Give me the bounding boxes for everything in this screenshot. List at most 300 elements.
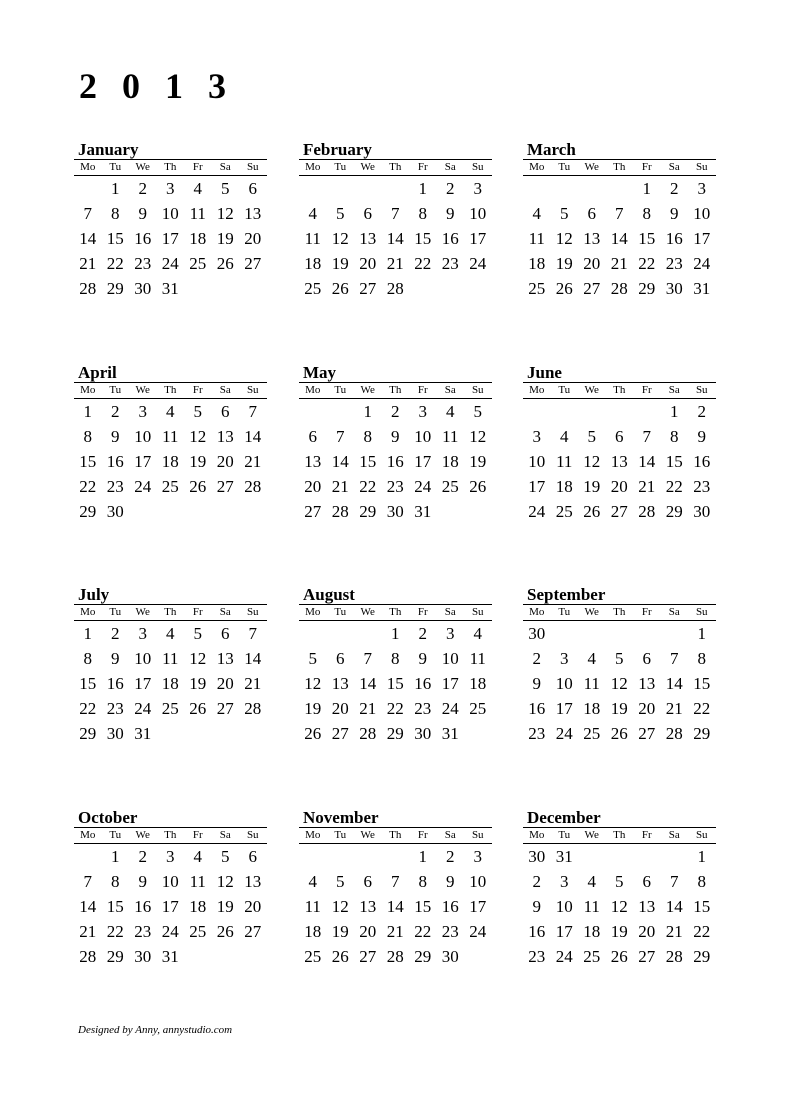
- month-name: July: [78, 585, 110, 604]
- day-cell: 4: [308, 872, 317, 891]
- day-cell: 9: [446, 204, 455, 223]
- day-cell: 4: [166, 402, 175, 421]
- weekday-label: Mo: [305, 606, 321, 618]
- day-cell: 9: [532, 897, 541, 916]
- day-cell: 9: [391, 427, 400, 446]
- week-row: [74, 424, 267, 449]
- day-cell: 6: [221, 402, 230, 421]
- weekday-label: We: [360, 161, 375, 173]
- day-cell: 1: [418, 179, 427, 198]
- day-cell: 25: [583, 724, 601, 743]
- day-cell: 20: [216, 452, 234, 471]
- weekday-label: Sa: [668, 384, 680, 396]
- day-cell: 8: [111, 872, 120, 891]
- day-cell: 18: [528, 254, 546, 273]
- day-cell: 22: [106, 922, 124, 941]
- week-row: [299, 894, 492, 919]
- day-cell: 3: [138, 624, 147, 643]
- day-cell: 10: [555, 674, 573, 693]
- week-row: [299, 919, 492, 944]
- day-cell: 27: [331, 724, 349, 743]
- day-cell: 28: [665, 724, 683, 743]
- day-cell: [184, 944, 212, 969]
- day-cell: 19: [331, 922, 349, 941]
- day-cell: 30: [441, 947, 459, 966]
- day-cell: 26: [304, 724, 322, 743]
- week-row: [74, 869, 267, 894]
- day-cell: [327, 844, 355, 869]
- day-cell: 21: [386, 254, 404, 273]
- weekday-label: We: [135, 829, 150, 841]
- day-cell: 20: [359, 922, 377, 941]
- week-row: [299, 869, 492, 894]
- day-cell: 13: [304, 452, 322, 471]
- day-cell: 23: [441, 922, 459, 941]
- day-cell: 29: [693, 724, 711, 743]
- day-cell: 8: [642, 204, 651, 223]
- day-cell: 17: [469, 897, 487, 916]
- day-cell: 2: [446, 847, 455, 866]
- month-name: April: [78, 363, 117, 382]
- day-cell: [299, 844, 327, 869]
- day-cell: 11: [162, 427, 179, 446]
- day-cell: [523, 176, 551, 201]
- day-cell: 22: [79, 699, 97, 718]
- day-cell: 6: [615, 427, 624, 446]
- month-march: [523, 140, 716, 301]
- day-cell: 17: [555, 699, 573, 718]
- day-cell: 26: [331, 947, 349, 966]
- day-cell: 24: [134, 699, 152, 718]
- month-name: January: [78, 140, 139, 159]
- month-august: [299, 585, 492, 746]
- day-cell: 9: [111, 427, 120, 446]
- day-cell: 16: [693, 452, 711, 471]
- day-cell: [437, 499, 465, 524]
- day-cell: 1: [363, 402, 372, 421]
- day-cell: 12: [555, 229, 573, 248]
- weekday-label: Mo: [305, 161, 321, 173]
- day-cell: 24: [441, 699, 459, 718]
- week-row: [299, 251, 492, 276]
- day-cell: 5: [473, 402, 482, 421]
- weekday-label: Su: [246, 384, 259, 396]
- week-row: [299, 499, 492, 524]
- day-cell: 14: [638, 452, 656, 471]
- day-cell: 16: [441, 229, 459, 248]
- day-cell: 1: [83, 402, 92, 421]
- weekday-label: Tu: [109, 829, 122, 841]
- day-cell: 23: [693, 477, 711, 496]
- weekday-label: Fr: [417, 606, 428, 618]
- day-cell: [299, 621, 327, 646]
- week-row: [523, 424, 716, 449]
- day-cell: 16: [441, 897, 459, 916]
- day-cell: 11: [583, 674, 600, 693]
- weekday-label: Sa: [668, 606, 680, 618]
- month-name: September: [527, 585, 606, 604]
- day-cell: 16: [134, 897, 152, 916]
- week-row: [299, 721, 492, 746]
- day-cell: 29: [386, 724, 404, 743]
- weekday-label: Fr: [641, 384, 652, 396]
- day-cell: 2: [670, 179, 679, 198]
- week-row: [74, 894, 267, 919]
- day-cell: 5: [560, 204, 569, 223]
- day-cell: 14: [79, 897, 97, 916]
- day-cell: 30: [134, 947, 152, 966]
- day-cell: 16: [386, 452, 404, 471]
- week-row: [74, 474, 267, 499]
- day-cell: 27: [583, 279, 601, 298]
- day-cell: 18: [189, 897, 207, 916]
- day-cell: 19: [583, 477, 601, 496]
- day-cell: 5: [615, 872, 624, 891]
- day-cell: 1: [418, 847, 427, 866]
- day-cell: 22: [359, 477, 377, 496]
- day-cell: [578, 176, 606, 201]
- day-cell: 9: [697, 427, 706, 446]
- day-cell: 7: [83, 204, 92, 223]
- weekday-label: Mo: [529, 829, 545, 841]
- weekday-label: We: [360, 606, 375, 618]
- day-cell: 12: [610, 897, 628, 916]
- day-cell: 24: [528, 502, 546, 521]
- day-cell: [523, 399, 551, 424]
- day-cell: 28: [610, 279, 628, 298]
- weekday-label: Mo: [529, 606, 545, 618]
- day-cell: 19: [610, 699, 628, 718]
- day-cell: 14: [665, 674, 683, 693]
- week-row: [74, 844, 267, 869]
- day-cell: [578, 844, 606, 869]
- day-cell: 18: [441, 452, 459, 471]
- day-cell: 1: [111, 847, 120, 866]
- month-november: [299, 808, 492, 969]
- day-cell: 20: [216, 674, 234, 693]
- day-cell: [239, 499, 267, 524]
- day-cell: 17: [134, 674, 152, 693]
- day-cell: 12: [610, 674, 628, 693]
- weekday-label: Th: [389, 384, 402, 396]
- day-cell: 22: [79, 477, 97, 496]
- day-cell: 4: [166, 624, 175, 643]
- day-cell: 16: [106, 452, 124, 471]
- day-cell: 22: [693, 699, 711, 718]
- day-cell: 7: [336, 427, 345, 446]
- day-cell: 12: [216, 872, 234, 891]
- day-cell: 15: [414, 897, 432, 916]
- day-cell: 4: [193, 847, 202, 866]
- day-cell: 13: [331, 674, 349, 693]
- weekday-label: We: [584, 384, 599, 396]
- day-cell: 21: [244, 452, 262, 471]
- day-cell: 4: [193, 179, 202, 198]
- month-july: [74, 585, 267, 746]
- day-cell: 26: [610, 947, 628, 966]
- day-cell: [212, 276, 240, 301]
- day-cell: 26: [583, 502, 601, 521]
- day-cell: 25: [528, 279, 546, 298]
- week-row: [523, 869, 716, 894]
- day-cell: 26: [216, 254, 234, 273]
- day-cell: [212, 721, 240, 746]
- day-cell: 25: [304, 947, 322, 966]
- day-cell: 21: [638, 477, 656, 496]
- day-cell: 25: [304, 279, 322, 298]
- day-cell: 9: [138, 872, 147, 891]
- week-row: [523, 844, 716, 869]
- weekday-label: Fr: [641, 829, 652, 841]
- day-cell: 16: [665, 229, 683, 248]
- weekday-label: Mo: [80, 606, 96, 618]
- day-cell: 10: [161, 872, 179, 891]
- day-cell: 15: [414, 229, 432, 248]
- day-cell: 27: [216, 477, 234, 496]
- week-row: [523, 176, 716, 201]
- day-cell: [464, 499, 492, 524]
- weekday-label: Th: [164, 161, 177, 173]
- day-cell: 21: [665, 699, 683, 718]
- day-cell: 19: [189, 452, 207, 471]
- weekday-header: [523, 827, 716, 844]
- week-row: [523, 499, 716, 524]
- day-cell: 30: [386, 502, 404, 521]
- day-cell: [212, 499, 240, 524]
- week-row: [74, 944, 267, 969]
- day-cell: 26: [189, 699, 207, 718]
- day-cell: 4: [587, 649, 596, 668]
- weekday-label: We: [135, 606, 150, 618]
- day-cell: 20: [583, 254, 601, 273]
- week-row: [523, 251, 716, 276]
- day-cell: 19: [610, 922, 628, 941]
- day-cell: 24: [469, 254, 487, 273]
- day-cell: 25: [441, 477, 459, 496]
- day-cell: 15: [106, 897, 124, 916]
- month-name: May: [303, 363, 337, 382]
- day-cell: 3: [138, 402, 147, 421]
- week-row: [299, 621, 492, 646]
- day-cell: [354, 176, 382, 201]
- weekday-label: Su: [471, 384, 484, 396]
- day-cell: 5: [615, 649, 624, 668]
- week-row: [523, 696, 716, 721]
- weekday-label: Fr: [417, 829, 428, 841]
- day-cell: 18: [304, 254, 322, 273]
- day-cell: [409, 276, 437, 301]
- day-cell: 24: [469, 922, 487, 941]
- day-cell: 1: [670, 402, 679, 421]
- day-cell: [184, 276, 212, 301]
- week-row: [299, 474, 492, 499]
- day-cell: 18: [189, 229, 207, 248]
- weekday-label: Su: [246, 829, 259, 841]
- day-cell: 16: [414, 674, 432, 693]
- day-cell: 1: [83, 624, 92, 643]
- day-cell: [354, 844, 382, 869]
- day-cell: 17: [469, 229, 487, 248]
- day-cell: 21: [244, 674, 262, 693]
- day-cell: 18: [161, 452, 179, 471]
- day-cell: 18: [555, 477, 573, 496]
- day-cell: 7: [391, 872, 400, 891]
- day-cell: [74, 176, 102, 201]
- weekday-header: [74, 604, 267, 621]
- day-cell: 19: [469, 452, 487, 471]
- day-cell: 8: [363, 427, 372, 446]
- day-cell: 8: [670, 427, 679, 446]
- weekday-label: Sa: [219, 829, 231, 841]
- day-cell: 24: [134, 477, 152, 496]
- day-cell: 2: [138, 847, 147, 866]
- weekday-label: Fr: [417, 161, 428, 173]
- day-cell: 14: [79, 229, 97, 248]
- weekday-label: Su: [695, 384, 708, 396]
- day-cell: 23: [386, 477, 404, 496]
- day-cell: [606, 621, 634, 646]
- weekday-label: Tu: [334, 384, 347, 396]
- weekday-label: We: [135, 384, 150, 396]
- day-cell: 25: [469, 699, 487, 718]
- day-cell: 6: [363, 204, 372, 223]
- day-cell: 12: [469, 427, 487, 446]
- weekday-header: [299, 604, 492, 621]
- day-cell: 26: [216, 922, 234, 941]
- day-cell: [239, 721, 267, 746]
- day-cell: 6: [642, 872, 651, 891]
- day-cell: 8: [83, 427, 92, 446]
- day-cell: 7: [248, 624, 257, 643]
- day-cell: 6: [363, 872, 372, 891]
- week-row: [523, 944, 716, 969]
- month-name: March: [527, 140, 576, 159]
- day-cell: 20: [331, 699, 349, 718]
- weekday-label: We: [360, 384, 375, 396]
- day-cell: 18: [304, 922, 322, 941]
- week-row: [74, 621, 267, 646]
- day-cell: 15: [79, 452, 97, 471]
- day-cell: 28: [638, 502, 656, 521]
- weekday-header: [523, 159, 716, 176]
- day-cell: 30: [528, 847, 546, 866]
- day-cell: 10: [441, 649, 459, 668]
- day-cell: 6: [642, 649, 651, 668]
- weekday-label: We: [360, 829, 375, 841]
- day-cell: 17: [441, 674, 459, 693]
- day-cell: [606, 399, 634, 424]
- day-cell: 25: [189, 254, 207, 273]
- day-cell: 13: [216, 649, 234, 668]
- day-cell: 11: [556, 452, 573, 471]
- day-cell: 5: [221, 179, 230, 198]
- day-cell: 7: [670, 872, 679, 891]
- day-cell: 6: [308, 427, 317, 446]
- weekday-header: [299, 827, 492, 844]
- day-cell: 25: [583, 947, 601, 966]
- day-cell: 17: [528, 477, 546, 496]
- day-cell: 3: [473, 847, 482, 866]
- day-cell: 21: [331, 477, 349, 496]
- day-cell: 11: [304, 897, 321, 916]
- day-cell: 20: [244, 229, 262, 248]
- weekday-header: [523, 382, 716, 399]
- day-cell: 3: [446, 624, 455, 643]
- week-row: [74, 276, 267, 301]
- day-cell: 26: [555, 279, 573, 298]
- day-cell: [633, 844, 661, 869]
- weekday-label: Th: [164, 606, 177, 618]
- day-cell: 7: [642, 427, 651, 446]
- day-cell: 9: [532, 674, 541, 693]
- day-cell: 28: [665, 947, 683, 966]
- day-cell: 11: [469, 649, 486, 668]
- day-cell: 27: [359, 947, 377, 966]
- day-cell: 14: [386, 229, 404, 248]
- weekday-label: Su: [695, 829, 708, 841]
- week-row: [299, 449, 492, 474]
- day-cell: 10: [134, 649, 152, 668]
- day-cell: 14: [386, 897, 404, 916]
- day-cell: 23: [665, 254, 683, 273]
- day-cell: 3: [697, 179, 706, 198]
- day-cell: [74, 844, 102, 869]
- month-january: [74, 140, 267, 301]
- day-cell: 3: [560, 649, 569, 668]
- weekday-label: Th: [389, 829, 402, 841]
- day-cell: 10: [414, 427, 432, 446]
- day-cell: 25: [555, 502, 573, 521]
- week-row: [523, 721, 716, 746]
- weekday-label: Th: [613, 829, 626, 841]
- day-cell: 6: [248, 179, 257, 198]
- month-name: November: [303, 808, 379, 827]
- day-cell: 10: [134, 427, 152, 446]
- day-cell: 27: [638, 947, 656, 966]
- day-cell: 23: [441, 254, 459, 273]
- month-october: [74, 808, 267, 969]
- day-cell: 23: [106, 699, 124, 718]
- weekday-label: We: [584, 161, 599, 173]
- day-cell: [299, 399, 327, 424]
- month-name: August: [303, 585, 355, 604]
- day-cell: 3: [418, 402, 427, 421]
- weekday-label: Th: [164, 384, 177, 396]
- day-cell: 28: [79, 947, 97, 966]
- day-cell: 28: [244, 477, 262, 496]
- weekday-label: Sa: [444, 829, 456, 841]
- day-cell: 15: [106, 229, 124, 248]
- day-cell: 25: [161, 477, 179, 496]
- day-cell: 15: [359, 452, 377, 471]
- day-cell: 30: [134, 279, 152, 298]
- day-cell: 27: [216, 699, 234, 718]
- month-name: February: [303, 140, 372, 159]
- day-cell: 5: [308, 649, 317, 668]
- day-cell: 23: [528, 724, 546, 743]
- weekday-label: Tu: [109, 606, 122, 618]
- day-cell: 20: [359, 254, 377, 273]
- day-cell: 8: [111, 204, 120, 223]
- day-cell: 19: [216, 897, 234, 916]
- day-cell: 16: [528, 699, 546, 718]
- weekday-label: Tu: [334, 161, 347, 173]
- week-row: [523, 226, 716, 251]
- day-cell: [633, 399, 661, 424]
- weekday-label: Su: [471, 829, 484, 841]
- day-cell: 20: [304, 477, 322, 496]
- weekday-header: [523, 604, 716, 621]
